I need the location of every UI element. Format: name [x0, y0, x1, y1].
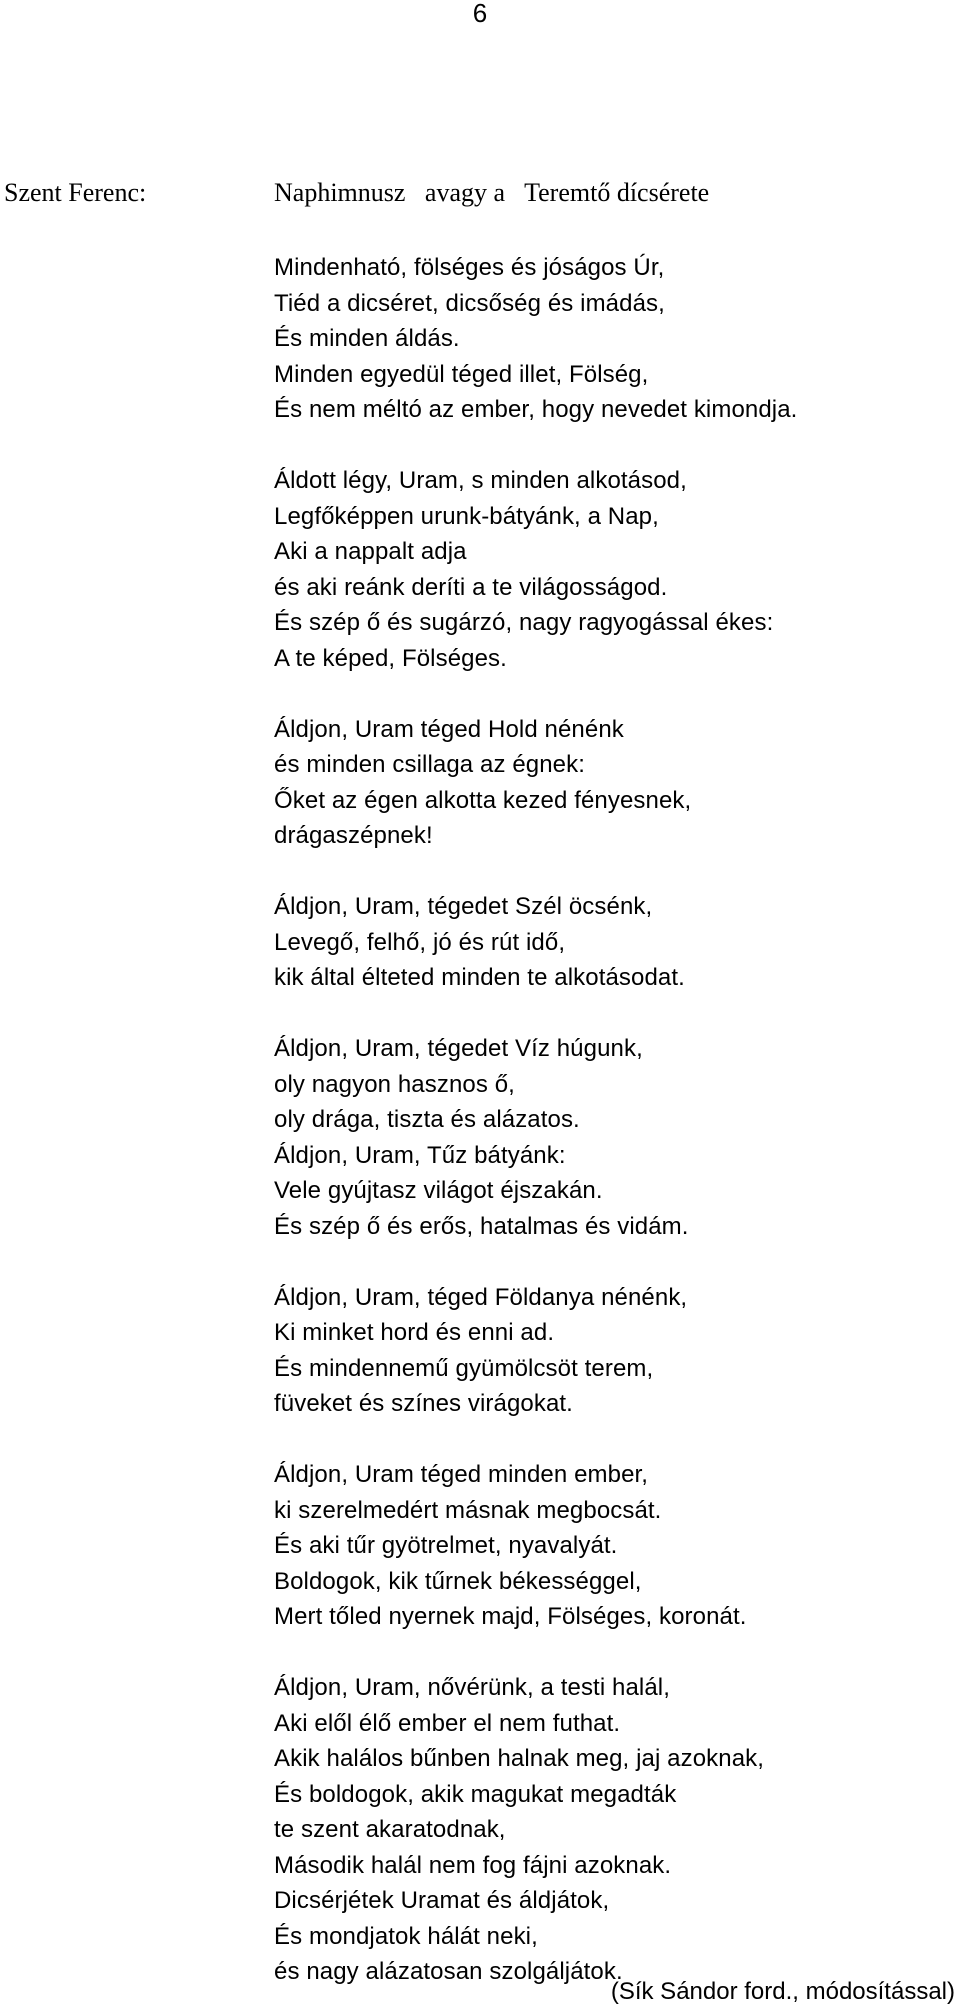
poem-line: Ki minket hord és enni ad. — [274, 1319, 555, 1346]
poem-line: és nagy alázatosan szolgáljátok. — [274, 1958, 623, 1985]
poem-line: és minden csillaga az égnek: — [274, 751, 585, 778]
poem-line: Vele gyújtasz világot éjszakán. — [274, 1177, 603, 1204]
poem-line: Levegő, felhő, jó és rút idő, — [274, 928, 566, 956]
poem-line: És szép ő és erős, hatalmas és vidám. — [274, 1212, 689, 1240]
poem-line: A te képed, Fölséges. — [274, 644, 507, 672]
poem-line: Áldjon, Uram, tégedet Szél öcsénk, — [274, 893, 653, 920]
stanza — [274, 463, 797, 676]
stanza — [274, 1031, 797, 1244]
poem-line: oly drága, tiszta és alázatos. — [274, 1106, 580, 1133]
poem-line: És mindennemű gyümölcsöt terem, — [274, 1354, 654, 1382]
poem-line: füveket és színes virágokat. — [274, 1390, 573, 1417]
poem-line: És minden áldás. — [274, 325, 460, 352]
poem-body — [274, 250, 797, 1990]
poem-line: És mondjatok hálát neki, — [274, 1922, 538, 1950]
poem-line: és aki reánk deríti a te világosságod. — [274, 573, 668, 601]
stanza — [274, 1670, 797, 1990]
poem-line: Legfőképpen urunk-bátyánk, a Nap, — [274, 502, 659, 530]
poem-line: te szent akaratodnak, — [274, 1816, 506, 1843]
poem-line: Áldjon, Uram téged Hold nénénk — [274, 715, 624, 743]
poem-line: ki szerelmedért másnak megbocsát. — [274, 1496, 662, 1524]
poem-line: Dicsérjétek Uramat és áldjátok, — [274, 1887, 610, 1914]
poem-line: Mindenható, fölséges és jóságos Úr, — [274, 254, 665, 281]
poem-line: Második halál nem fog fájni azoknak. — [274, 1851, 672, 1879]
poem-line: Áldjon, Uram, nővérünk, a testi halál, — [274, 1674, 670, 1701]
poem-line: És boldogok, akik magukat megadták — [274, 1780, 677, 1808]
poem-line: Boldogok, kik tűrnek békességgel, — [274, 1567, 642, 1595]
poem-line: Áldjon, Uram téged minden ember, — [274, 1461, 649, 1488]
poem-line: Akik halálos bűnben halnak meg, jaj azoknak, — [274, 1745, 765, 1772]
stanza — [274, 889, 797, 996]
poem-line: Mert tőled nyernek majd, Fölséges, koronát. — [274, 1603, 747, 1630]
poem-line: És aki tűr gyötrelmet, nyavalyát. — [274, 1532, 618, 1559]
poem-line: És szép ő és sugárzó, nagy ragyogással ékes: — [274, 609, 774, 636]
page-number: 6 — [472, 0, 488, 28]
poem-title: Naphimnusz avagy a Teremtő dícsérete — [274, 178, 710, 207]
poem-line: Áldjon, Uram, téged Földanya nénénk, — [274, 1283, 688, 1311]
poem-line: Áldjon, Uram, tégedet Víz húgunk, — [274, 1035, 643, 1062]
poem-line: Áldott légy, Uram, s minden alkotásod, — [274, 467, 687, 494]
poem-author: Szent Ferenc: — [4, 178, 147, 207]
poem-line: Aki a nappalt adja — [274, 538, 467, 565]
poem-line: Áldjon, Uram, Tűz bátyánk: — [274, 1141, 566, 1169]
translation-attribution: (Sík Sándor ford., módosítással) — [610, 1978, 955, 2005]
poem-line: Tiéd a dicséret, dicsőség és imádás, — [274, 289, 665, 317]
stanza — [274, 1457, 797, 1635]
stanza — [274, 250, 797, 428]
poem-line: Minden egyedül téged illet, Fölség, — [274, 360, 649, 388]
poem-line: Aki elől élő ember el nem futhat. — [274, 1709, 621, 1737]
poem-line: És nem méltó az ember, hogy nevedet kimondja. — [274, 396, 798, 423]
poem-line: kik által élteted minden te alkotásodat. — [274, 964, 685, 991]
poem-line: Őket az égen alkotta kezed fényesnek, — [274, 786, 692, 814]
poem-line: oly nagyon hasznos ő, — [274, 1070, 515, 1098]
stanza — [274, 1280, 797, 1422]
stanza — [274, 712, 797, 854]
poem-line: drágaszépnek! — [274, 822, 433, 849]
